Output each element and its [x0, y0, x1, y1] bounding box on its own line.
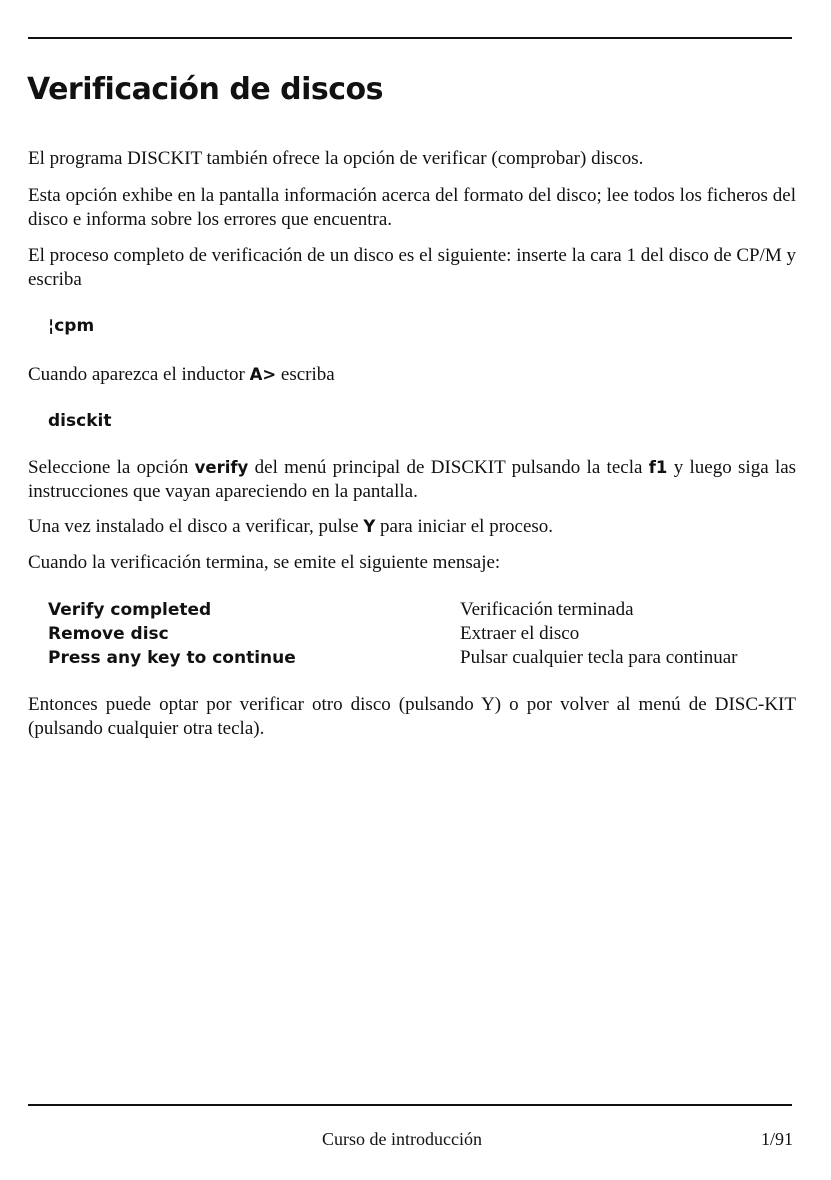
top-rule: [28, 37, 792, 39]
page-title: Verificación de discos: [27, 72, 383, 107]
y-key: Y: [363, 517, 376, 536]
insert-text-before: Una vez instalado el disco a verificar, pulse: [28, 516, 359, 537]
insert-text-after: para iniciar el proceso.: [380, 516, 554, 537]
closing-paragraph: Entonces puede optar por verificar otro disco (pulsando Y) o por volver al menú de DISC-KIT (pulsando cualquier otra tecla).: [28, 694, 796, 739]
prompt-text-after: escriba: [280, 364, 335, 385]
select-text-3: y luego siga las instrucciones que vayan apareciendo en la pantalla.: [28, 457, 797, 502]
intro-paragraph: El programa DISCKIT también ofrece la opción de verificar (comprobar) discos.: [28, 148, 644, 169]
finish-paragraph: Cuando la verificación termina, se emite el siguiente mensaje:: [28, 552, 501, 573]
prompt-paragraph: [28, 363, 796, 387]
footer-course-title: Curso de introducción: [322, 1129, 482, 1149]
message-english: Verify completed: [48, 600, 212, 620]
option-description-paragraph: Esta opción exhibe en la pantalla información acerca del formato del disco; lee todos los ficheros del disco e informa sobre los errores que encuentra.: [28, 185, 796, 230]
process-paragraph: El proceso completo de verificación de un disco es el siguiente: inserte la cara 1 del disco de CP/M y escriba: [28, 245, 796, 290]
select-text-1: Seleccione la opción: [28, 457, 189, 478]
message-english: Press any key to continue: [48, 648, 296, 668]
prompt-code: A>: [249, 365, 277, 384]
select-text-2: del menú principal de DISCKIT pulsando la tecla: [254, 457, 643, 478]
message-spanish: Verificación terminada: [460, 599, 634, 620]
prompt-text-before: Cuando aparezca el inductor: [28, 364, 245, 385]
message-english: Remove disc: [48, 624, 169, 644]
disckit-command: disckit: [48, 411, 112, 431]
bottom-rule: [28, 1104, 792, 1106]
footer-page-number: 1/91: [760, 1129, 793, 1149]
cpm-command: ¦cpm: [48, 316, 95, 336]
verify-keyword: verify: [194, 458, 249, 477]
message-spanish: Pulsar cualquier tecla para continuar: [460, 647, 738, 668]
select-option-paragraph: [28, 456, 796, 504]
insert-disc-paragraph: [28, 515, 796, 539]
message-spanish: Extraer el disco: [460, 623, 580, 644]
f1-key: f1: [648, 458, 668, 477]
